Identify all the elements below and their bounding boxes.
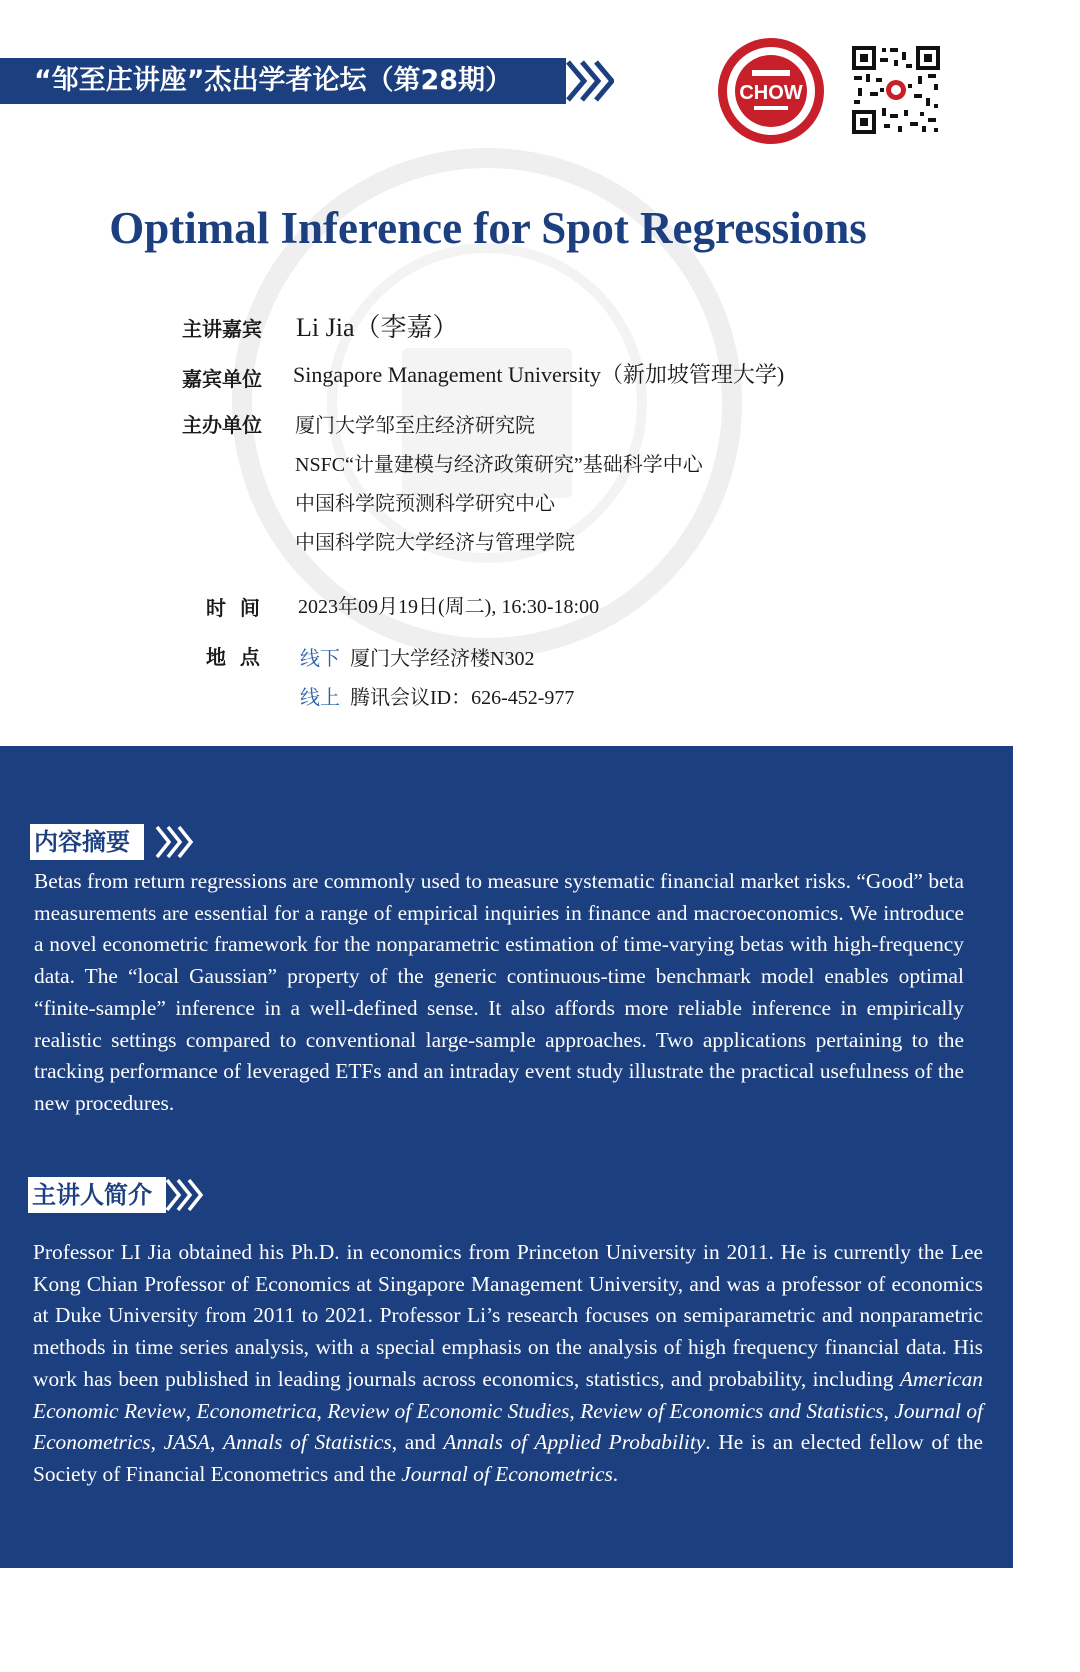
event-time: 2023年09月19日(周二), 16:30-18:00 [298, 596, 600, 618]
organizer-item: 厦门大学邹至庄经济研究院 [295, 415, 535, 437]
journal-name: Review of Economics and Statistics [580, 1398, 884, 1423]
journal-name: Journal of Econometrics [401, 1461, 613, 1486]
abstract-text: Betas from return regressions are commonly used to measure systematic financial market risks. “Good” beta measurements are essential for a range of empirical inquiries in finance and macroeconomics. We introduce a novel econometric framework for the nonparametric estimation of time-varying betas with high-frequency data. The “local Gaussian” property of the generic continuous-time benchmark model enables optimal “finite-sample” inference in a well-defined sense. It also affords more reliable inference in empirically realistic settings compared to conventional large-sample approaches. Two applications pertaining to the tracking performance of leveraged ETFs and an intraday event study illustrate the practical usefulness of the new procedures. [34, 869, 964, 1115]
chow-institute-logo [716, 36, 826, 146]
journal-name: Journal of Econometrics [33, 1398, 984, 1455]
organizer-item: 中国科学院预测科学研究中心 [295, 493, 555, 515]
speaker-name: Li Jia（李嘉） [296, 313, 459, 342]
qr-code [850, 44, 942, 136]
journal-name: Review of Economic Studies [327, 1398, 570, 1423]
online-location [300, 681, 574, 710]
journal-name: Econometrica [196, 1398, 317, 1423]
details-panel [0, 746, 1013, 1568]
offline-venue: 厦门大学经济楼N302 [350, 648, 535, 670]
journal-name: Annals of Applied Probability [443, 1430, 706, 1455]
speaker-affiliation: Singapore Management University（新加坡管理大学) [293, 362, 785, 387]
offline-location [300, 642, 534, 671]
chevron-arrows-icon [164, 1175, 204, 1215]
location-label: 地 点 [206, 645, 260, 669]
chevron-arrows-icon [564, 56, 614, 106]
organizer-item: NSFC“计量建模与经济政策研究”基础科学中心 [295, 454, 703, 476]
meeting-id: 腾讯会议ID：626-452-977 [350, 687, 575, 709]
talk-title: Optimal Inference for Spot Regressions [109, 203, 867, 253]
event-header-panel [0, 0, 1013, 746]
logo-text: CHOW [739, 82, 803, 104]
speaker-label: 主讲嘉宾 [182, 317, 262, 341]
journal-name: American Economic Review [33, 1366, 983, 1423]
time-label: 时 间 [206, 596, 260, 620]
affiliation-label: 嘉宾单位 [182, 367, 262, 391]
online-tag: 线上 [300, 687, 340, 709]
abstract-heading-label: 内容摘要 [30, 824, 144, 860]
bio-text: Professor LI Jia obtained his Ph.D. in economics from Princeton University in 2011. He is currently the Lee Kong Chian Professor of Economics at Singapore Management University, and was a professor of economics at Duke University from 2011 to 2021. Professor Li’s research focuses on semiparametric and nonparametric methods in time series analysis, with a special emphasis on the analysis of high frequency financial data. His work has been published in leading journals across economics, statistics, and probability, including American Economic Review, Econometrica, Review of Economic Studies, Review of Economics and Statistics, Journal of Econometrics, JASA, Annals of Statistics, and Annals of Applied Probability. He is an elected fellow of the Society of Financial Econometrics and the Journal of Econometrics. [33, 1240, 984, 1486]
organizer-item: 中国科学院大学经济与管理学院 [295, 532, 575, 554]
series-title: “邹至庄讲座”杰出学者论坛（第28期） [34, 65, 513, 96]
offline-tag: 线下 [300, 648, 340, 670]
chevron-arrows-icon [154, 822, 194, 862]
journal-name: Annals of Statistics [223, 1430, 392, 1455]
organizer-label: 主办单位 [182, 413, 262, 437]
bio-heading-label: 主讲人简介 [28, 1177, 166, 1213]
journal-name: JASA [163, 1430, 210, 1455]
